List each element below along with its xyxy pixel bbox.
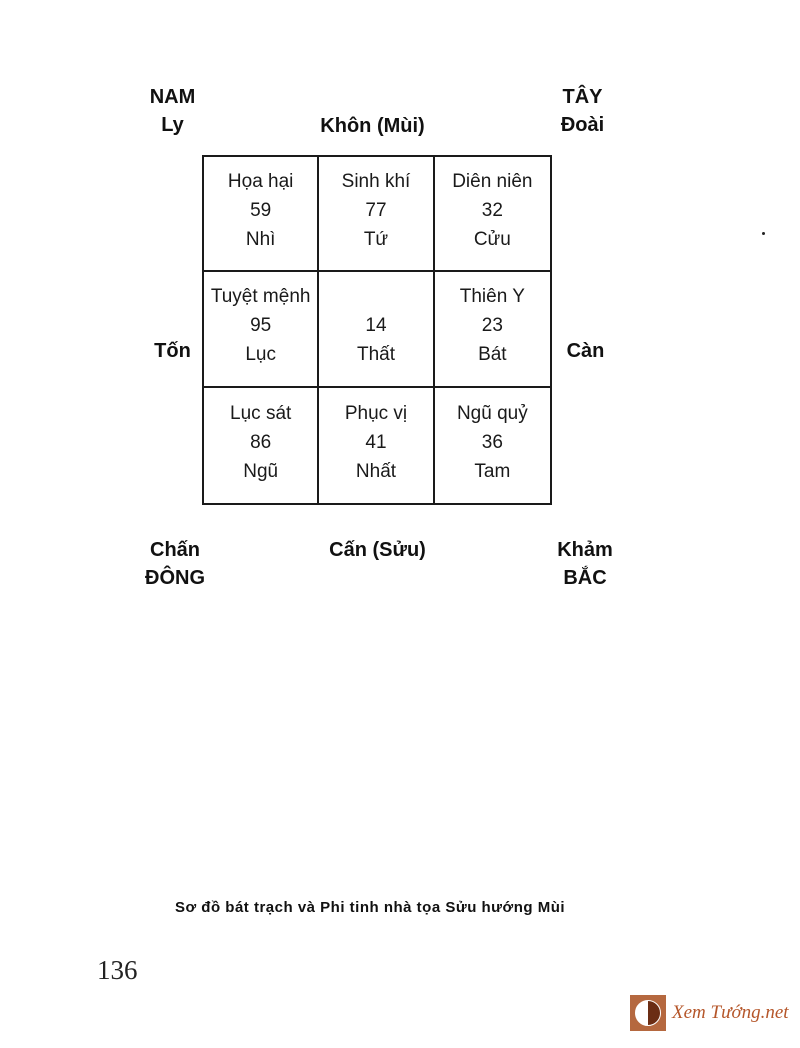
- page-number: 136: [97, 955, 138, 985]
- cell-name: Sinh khí: [341, 171, 411, 193]
- cell-star: Cửu: [473, 229, 511, 251]
- cell-star: Ngũ: [243, 460, 279, 482]
- cell-star: Nhì: [245, 229, 276, 251]
- trigram-label: Chấn: [150, 539, 200, 561]
- cell-name: Thiên Y: [459, 286, 525, 308]
- cell-star: Tứ: [363, 229, 389, 251]
- grid-cell: [435, 388, 550, 503]
- trigram-label: Khảm: [557, 539, 613, 561]
- cell-number: 36: [481, 431, 503, 453]
- direction-label: ĐÔNG: [145, 567, 205, 589]
- corner-label-southeast: [540, 536, 630, 592]
- cell-number: 77: [365, 200, 387, 222]
- side-label-right: Càn: [566, 340, 605, 362]
- cell-name: Họa hại: [227, 171, 294, 193]
- cell-star: Tam: [474, 460, 511, 482]
- direction-label: BẮC: [563, 567, 607, 589]
- side-label-left: Tốn: [154, 340, 191, 362]
- ink-speck: [762, 232, 765, 235]
- grid-cell: [319, 388, 434, 503]
- direction-label: NAM: [149, 86, 196, 108]
- cell-name: Tuyệt mệnh: [210, 286, 311, 308]
- cell-number: 59: [250, 200, 272, 222]
- cell-name: Ngũ quỷ: [456, 402, 528, 424]
- grid-cell-center: [319, 272, 434, 387]
- cell-name: Phục vị: [344, 402, 408, 424]
- grid-cell: [204, 157, 319, 272]
- trigram-label: Ly: [161, 114, 184, 136]
- grid-cell: [319, 157, 434, 272]
- bat-trach-grid: [202, 155, 552, 505]
- side-label-bottom: Cấn (Sửu): [329, 539, 426, 561]
- cell-number: 86: [250, 431, 272, 453]
- figure-caption: Sơ đồ bát trạch và Phi tinh nhà tọa Sửu hướng Mùi: [174, 899, 566, 916]
- cell-name: Diên niên: [452, 171, 533, 193]
- cell-star: Nhất: [355, 460, 397, 482]
- grid-cell: [435, 272, 550, 387]
- watermark-logo[interactable]: [630, 995, 789, 1031]
- trigram-label: Đoài: [560, 114, 605, 136]
- corner-label-southwest: [130, 536, 220, 592]
- cell-star: Thất: [356, 343, 395, 365]
- corner-label-northwest: [130, 83, 215, 139]
- cell-star: Lục: [245, 344, 276, 366]
- cell-star: Bát: [478, 344, 507, 366]
- direction-label: TÂY: [562, 86, 603, 108]
- grid-cell: [204, 388, 319, 503]
- cell-name: Lục sát: [230, 402, 292, 424]
- grid-cell: [204, 272, 319, 387]
- cell-number: 41: [365, 431, 387, 453]
- grid-cell: [435, 157, 550, 272]
- yin-yang-icon: [630, 995, 666, 1031]
- cell-number: 14: [365, 314, 387, 336]
- cell-number: 95: [250, 315, 272, 337]
- side-label-top: Khôn (Mùi): [320, 115, 425, 137]
- cell-number: 32: [481, 200, 503, 222]
- cell-number: 23: [481, 315, 503, 337]
- watermark-site-name: Xem Tướng.net: [672, 1002, 789, 1023]
- corner-label-northeast: [540, 83, 625, 139]
